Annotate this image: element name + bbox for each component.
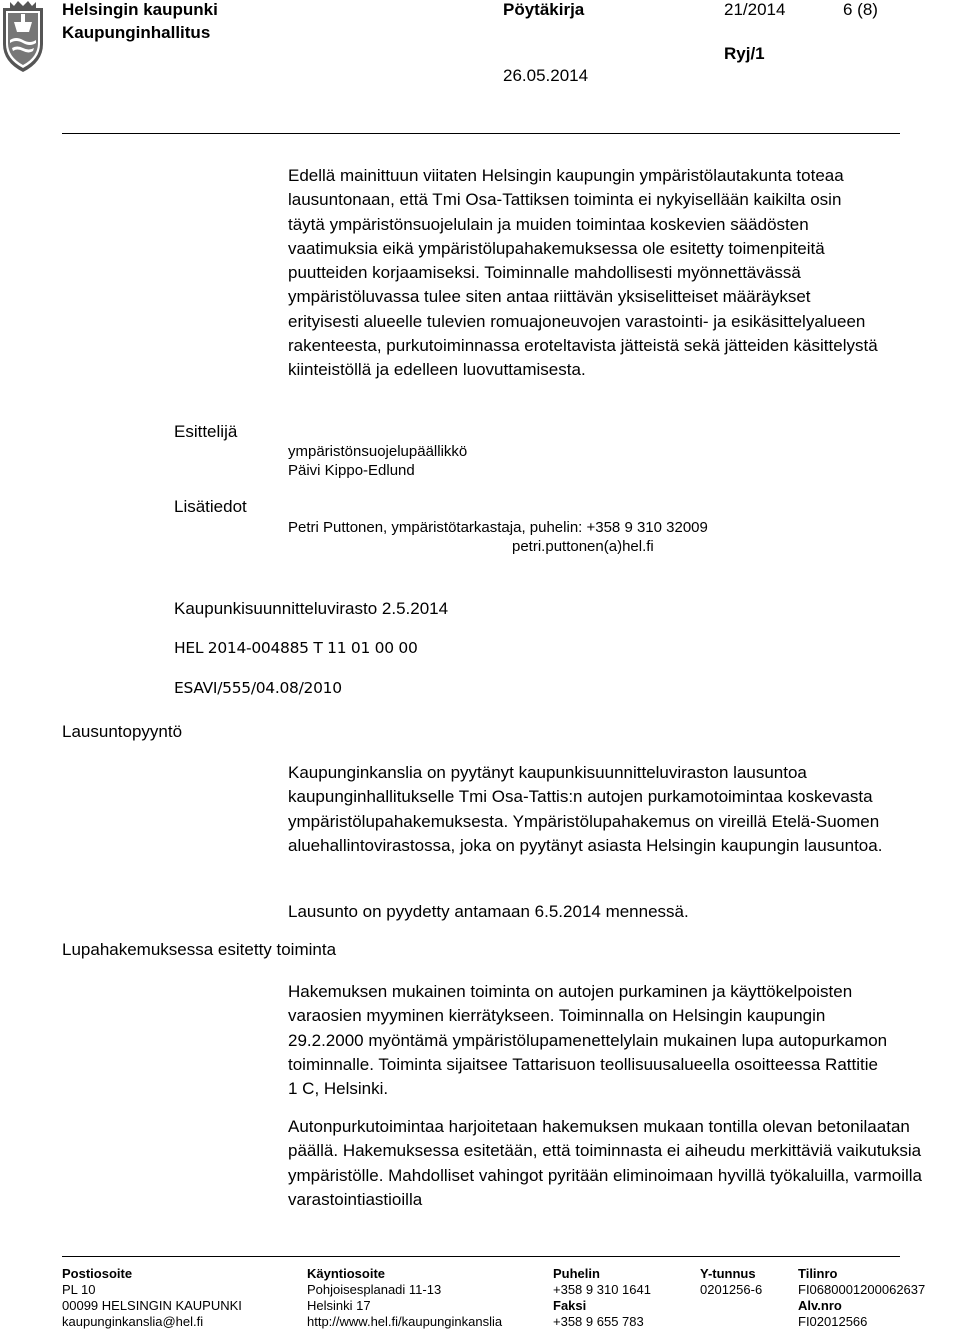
info-email[interactable]: petri.puttonen(a)hel.fi <box>512 538 654 555</box>
header-divider <box>62 133 900 134</box>
footer-account-heading: Tilinro <box>798 1266 838 1281</box>
footer-postal-line: 00099 HELSINGIN KAUPUNKI <box>62 1298 242 1313</box>
presenter-title: ympäristönsuojelupäällikkö <box>288 443 468 460</box>
info-label: Lisätiedot <box>174 497 247 516</box>
request-paragraph-1 <box>288 761 908 858</box>
header-number: 21/2014 <box>724 0 786 19</box>
reference-esavi: ESAVI/555/04.08/2010 <box>174 679 342 697</box>
header-doc-type: Pöytäkirja <box>503 0 585 19</box>
presenter-name: Päivi Kippo-Edlund <box>288 462 415 479</box>
footer-business-id-value: 0201256-6 <box>700 1282 763 1297</box>
logo <box>0 0 46 74</box>
reference-hel: HEL 2014-004885 T 11 01 00 00 <box>174 639 418 657</box>
footer-account-number: FI0680001200062637 <box>798 1282 926 1297</box>
activity-text-1: Hakemuksen mukainen toiminta on autojen purkaminen ja käyttökelpoisten varaosien myyminen kierrätykseen. Toiminnalla on Helsingin kaupungin 29.2.2000 myöntämä ympäristölupamenettelylain mukainen lupa autopurkamon toiminnalle. Toiminta sijaitsee Tattarisuon teollisuusalueella osoitteessa Rattitie 1 C, Helsinki. <box>288 982 888 1099</box>
activity-paragraph-1 <box>288 980 888 1101</box>
footer-phone <box>553 1266 651 1330</box>
footer-fax-number: +358 9 655 783 <box>553 1314 644 1329</box>
header-body: Kaupunginhallitus <box>62 23 211 42</box>
footer-visit-heading: Käyntiosoite <box>307 1266 386 1281</box>
activity-paragraph-2 <box>288 1115 928 1212</box>
footer-visit-line: Helsinki 17 <box>307 1298 371 1313</box>
footer-website-link[interactable]: http://www.hel.fi/kaupunginkanslia <box>307 1314 503 1329</box>
footer-account <box>798 1266 925 1330</box>
header-city: Helsingin kaupunki <box>62 0 218 19</box>
footer-business-id-heading: Y-tunnus <box>700 1266 756 1281</box>
activity-text-2: Autonpurkutoimintaa harjoitetaan hakemuksen mukaan tontilla olevan betonilaatan päällä. Hakemuksessa esitetään, että toiminnasta ei aiheudu merkittäviä vaikutuksia ympäristölle. Mahdolliset vahingot pyritään eliminoimaan hyvillä työkaluilla, varmoilla varastointiastioilla <box>288 1117 923 1209</box>
footer-business-id <box>700 1266 762 1298</box>
footer-divider <box>62 1256 900 1257</box>
statement-paragraph <box>288 164 880 383</box>
footer-phone-number: +358 9 310 1641 <box>553 1282 651 1297</box>
footer-vat-heading: Alv.nro <box>798 1298 842 1313</box>
statement-text: Edellä mainittuun viitaten Helsingin kaupungin ympäristölautakunta toteaa lausuntonaan, että Tmi Osa-Tattiksen toiminta ei nykyisellään kaikilta osin täytä ympäristönsuojelulain ja muiden toimintaa koskevien säädösten vaatimuksia eikä ympäristölupahakemuksessa ole esitetty toimenpiteitä puutteiden korjaamiseksi. Toiminnalle mahdollisesti myönnettävässä ympäristöluvassa tulee siten antaa riittävän yksiselitteiset määräykset erityisesti alueelle tulevien romuajoneuvojen varastointi- ja esikäsittelyalueen rakenteesta, purkutoiminnassa eroteltavista jätteistä sekä jätteiden käsittelystä kiinteistöllä ja edelleen luovuttamisesta. <box>288 166 878 380</box>
office-date: Kaupunkisuunnitteluvirasto 2.5.2014 <box>174 599 449 618</box>
request-label: Lausuntopyyntö <box>62 722 183 741</box>
header-section: Ryj/1 <box>724 44 765 63</box>
footer-visit-line: Pohjoisesplanadi 11-13 <box>307 1282 442 1297</box>
footer-vat-number: FI02012566 <box>798 1314 868 1329</box>
info-contact: Petri Puttonen, ympäristötarkastaja, puhelin: +358 9 310 32009 <box>288 519 708 536</box>
request-paragraph-2: Lausunto on pyydetty antamaan 6.5.2014 mennessä. <box>288 902 689 921</box>
helsinki-coat-of-arms-icon <box>0 0 46 74</box>
activity-label: Lupahakemuksessa esitetty toiminta <box>62 940 337 959</box>
footer-phone-heading: Puhelin <box>553 1266 600 1281</box>
footer-fax-heading: Faksi <box>553 1298 587 1313</box>
footer-postal <box>62 1266 242 1330</box>
footer-postal-line: PL 10 <box>62 1282 96 1297</box>
request-text-1: Kaupunginkanslia on pyytänyt kaupunkisuunnitteluviraston lausuntoa kaupunginhallitukselle Tmi Osa-Tattis:n autojen purkamotoimintaa koskevasta ympäristölupahakemuksesta. Ympäristölupahakemus on vireillä Etelä-Suomen aluehallintovirastossa, joka on pyytänyt asiasta Helsingin kaupungin lausuntoa. <box>288 763 883 855</box>
footer-email-link[interactable]: kaupunginkanslia@hel.fi <box>62 1314 204 1329</box>
header-page: 6 (8) <box>843 0 878 19</box>
footer-postal-heading: Postiosoite <box>62 1266 133 1281</box>
footer-visit <box>307 1266 502 1330</box>
header-date: 26.05.2014 <box>503 66 589 85</box>
presenter-label: Esittelijä <box>174 422 238 441</box>
